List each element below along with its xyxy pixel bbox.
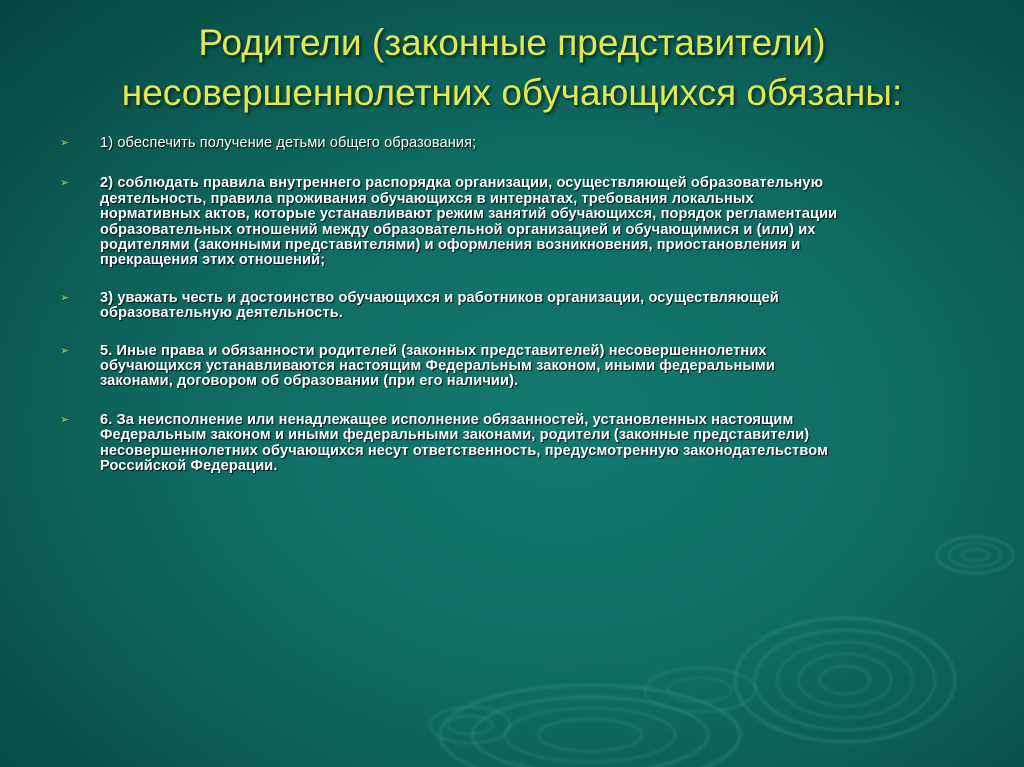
arrow-bullet-icon: ➢ [60,177,70,190]
slide-title-line-2: несовершеннолетних обучающихся обязаны: [121,72,903,113]
list-item-text: 6. За неисполнение или ненадлежащее исполнение обязанностей, установленных настоящим Федеральным законом и иными федеральными законами, родители (законные представители) несовершеннолетних обучающихся несут ответственность, предусмотренную законодательством Российской Федерации. [100,411,828,475]
slide-title-line-1: Родители (законные представители) [198,22,826,63]
list-item-text: 1) обеспечить получение детьми общего образования; [100,135,477,151]
list-item-text: 2) соблюдать правила внутреннего распорядка организации, осуществляющей образовательную деятельность, правила проживания обучающихся в интернатах, требования локальных нормативных актов, которые устанавливают режим занятий обучающихся, порядок регламентации образовательных отношений между образовательной организацией и обучающимися и (или) их родителями (законными представителями) и оформления возникновения, приостановления и прекращения этих отношений; [100,175,838,269]
obligations-list [60,136,965,475]
arrow-bullet-icon: ➢ [60,291,70,304]
arrow-bullet-icon: ➢ [60,344,70,357]
list-item [60,344,965,390]
slide-title [40,18,984,118]
list-item-text: 3) уважать честь и достоинство обучающихся и работников организации, осуществляющей образовательную деятельность. [100,289,779,322]
list-item-text: 5. Иные права и обязанности родителей (законных представителей) несовершеннолетних обучающихся устанавливаются настоящим Федеральным законом, иными федеральными законами, договором об образовании (при его наличии). [100,342,775,390]
list-item [60,413,965,475]
list-item [60,291,965,322]
arrow-bullet-icon: ➢ [60,413,70,426]
arrow-bullet-icon: ➢ [60,137,70,149]
list-item [60,136,965,151]
list-item [60,176,965,268]
